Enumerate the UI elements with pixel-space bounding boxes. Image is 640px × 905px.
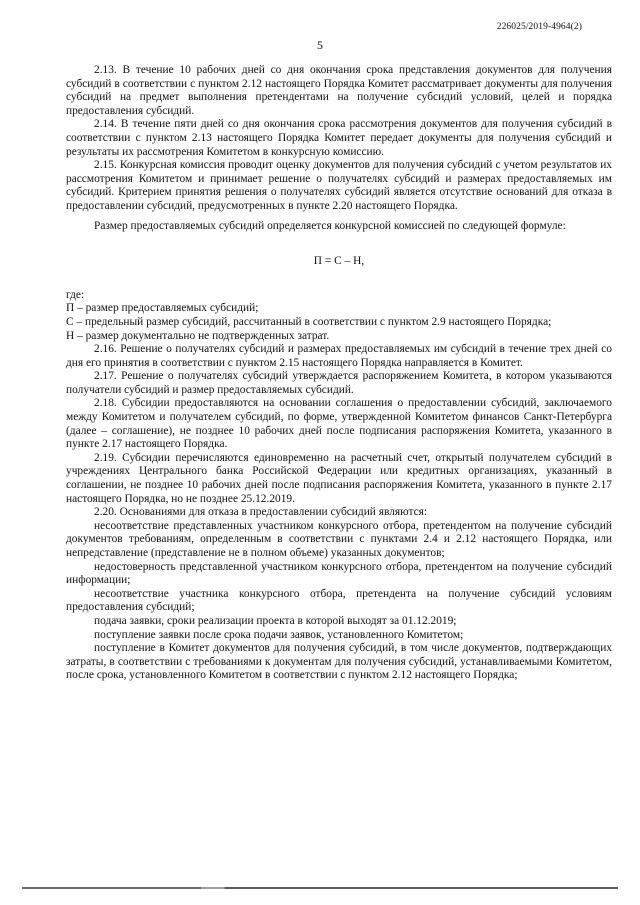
refusal-ground-5: поступление заявки после срока подачи заявок, установленного Комитетом;	[94, 628, 464, 641]
refusal-ground-2: недостоверность представленной участником конкурсного отбора, претендентом на получение субсидий информации;	[66, 560, 612, 587]
refusal-ground-3: несоответствие участника конкурсного отбора, претендента на получение субсидий условиям предоставления субсидий;	[66, 587, 612, 614]
refusal-ground-4: подача заявки, сроки реализации проекта в которой выходят за 01.12.2019;	[94, 614, 457, 627]
where-label: где:	[66, 288, 85, 301]
scan-edge-line	[22, 887, 618, 889]
document-body	[66, 64, 612, 683]
paragraph-2-13: 2.13. В течение 10 рабочих дней со дня окончания срока представления документов для получения субсидий в соответствии с пунктом 2.12 настоящего Порядка Комитет рассматривает документы для получения субсидий на предмет выполнения претендентами на получение субсидий условий, целей и порядка предоставления субсидий.	[66, 64, 612, 117]
formula: П = С – Н,	[313, 255, 365, 268]
document-id: 226025/2019-4964(2)	[496, 22, 582, 32]
refusal-ground-6: поступление в Комитет документов для получения субсидий, в том числе документов, подтверждающих затраты, в соответствии с требованиями к документам для получения субсидий, устанавливаемыми Комитетом, после срока, установленного Комитетом в соответствии с пунктом 2.12 настоящего Порядка;	[66, 642, 612, 682]
paragraph-2-17: 2.17. Решение о получателях субсидий утверждается распоряжением Комитета, в котором указываются получатели субсидий и размер предоставляемых субсидий.	[66, 370, 612, 396]
paragraph-2-20: 2.20. Основаниями для отказа в предоставлении субсидий являются:	[94, 506, 428, 519]
page-number: 5	[317, 38, 323, 52]
paragraph-2-19: 2.19. Субсидии перечисляются единовременно на расчетный счет, открытый получателем субсидий в учреждениях Центрального банка Российской Федерации или кредитных организациях, указанный в соглашении, не позднее 10 рабочих дней после подписания распоряжения Комитета, указанного в пункте 2.17 настоящего Порядка, но не позднее 25.12.2019.	[66, 451, 612, 505]
formula-intro: Размер предоставляемых субсидий определяется конкурсной комиссией по следующей формуле:	[94, 219, 566, 232]
paragraph-2-15: 2.15. Конкурсная комиссия проводит оценку документов для получения субсидий с учетом результатов их рассмотрения Комитетом и принимает решение о получателях субсидий и размерах предоставляемых им субсидий. Критерием принятия решения о получателях субсидий является отсутствие оснований для отказа в предоставлении субсидий, предусмотренных в пункте 2.20 настоящего Порядка.	[66, 159, 612, 212]
definition-c: С – предельный размер субсидий, рассчитанный в соответствии с пунктом 2.9 настоящего Порядка;	[66, 315, 552, 328]
paragraph-2-18: 2.18. Субсидии предоставляются на основании соглашения о предоставлении субсидий, заключаемого между Комитетом и получателем субсидий, по форме, утвержденной Комитетом финансов Санкт-Петербурга (далее – соглашение), не позднее 10 рабочих дней после подписания распоряжения Комитета, указанного в пункте 2.17 настоящего Порядка.	[66, 397, 612, 451]
refusal-ground-1: несоответствие представленных участником конкурсного отбора, претендентом на получение субсидий документов требованиям, определенным в соответствии с пунктами 2.4 и 2.12 настоящего Порядка, или непредставление (представление не в полном объеме) указанных документов;	[66, 519, 612, 559]
paragraph-2-14: 2.14. В течение пяти дней со дня окончания срока рассмотрения документов для получения субсидий в соответствии с пунктом 2.13 настоящего Порядка Комитет передает документы для получения субсидий и результаты их рассмотрения Комитетом в конкурсную комиссию.	[66, 118, 612, 158]
paragraph-2-16: 2.16. Решение о получателях субсидий и размерах предоставляемых им субсидий в течение трех дней со дня его принятия в соответствии с пунктом 2.15 настоящего Порядка направляется в Комитет.	[66, 343, 612, 369]
definition-n: Н – размер документально не подтвержденных затрат.	[66, 329, 330, 342]
definition-p: П – размер предоставляемых субсидий;	[66, 302, 259, 315]
